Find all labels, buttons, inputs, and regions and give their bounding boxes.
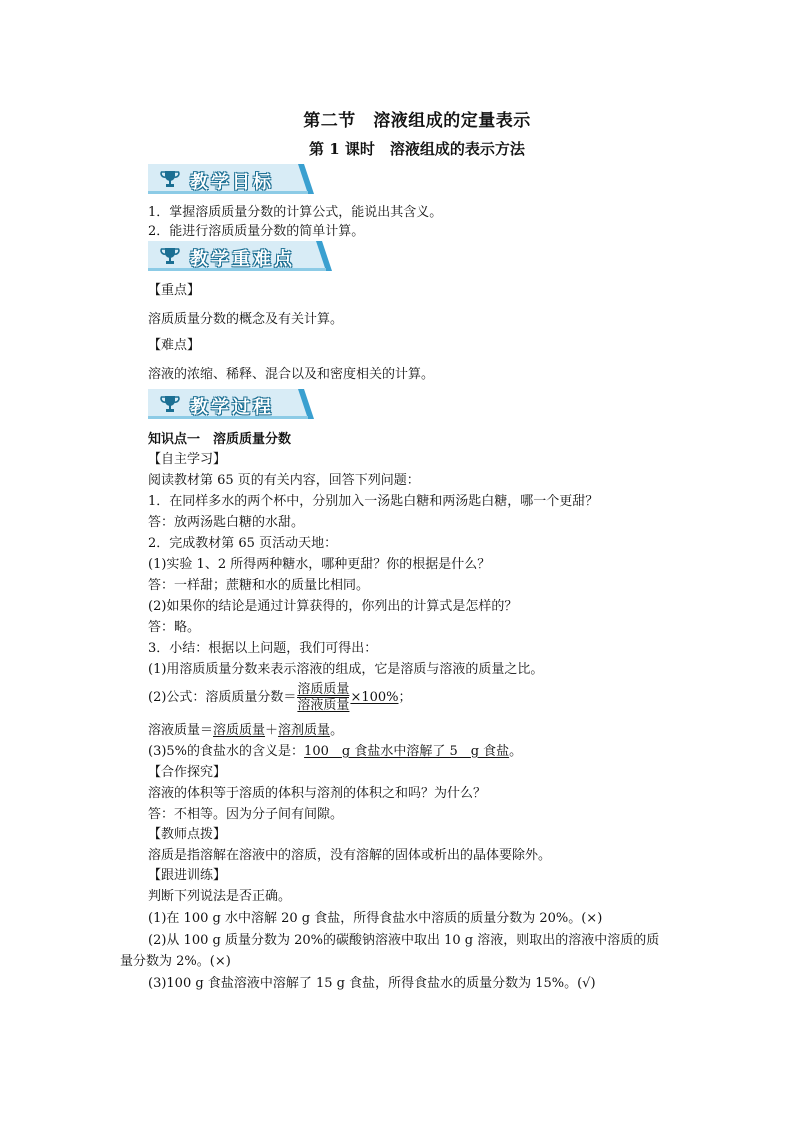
- question-3: 3．小结：根据以上问题，我们可得出：: [148, 641, 378, 656]
- cooperative-answer: 答：不相等。因为分子间有间隙。: [148, 807, 344, 822]
- answer-1: 答：放两汤匙白糖的水甜。: [148, 515, 305, 530]
- difficult-text: 溶液的浓缩、稀释、混合以及和密度相关的计算。: [148, 367, 435, 382]
- question-2-2: (2)如果你的结论是通过计算获得的，你列出的计算式是怎样的？: [148, 599, 518, 614]
- teacher-tip-heading: 【教师点拨】: [148, 827, 227, 842]
- trophy-icon: [160, 395, 180, 413]
- banner-teaching-process: [148, 389, 320, 419]
- summary-3-prefix: (3)5%的食盐水的含义是：: [148, 744, 305, 759]
- banner-label: 教学目标: [190, 172, 274, 193]
- solvent-mass-blank: 溶剂质量: [278, 723, 331, 738]
- practice-item-2-line-1: (2)从 100 g 质量分数为 20%的碳酸钠溶液中取出 10 g 溶液，则取出的溶液中溶质的质: [148, 933, 660, 948]
- summary-3: [148, 743, 522, 760]
- trophy-icon: [160, 247, 180, 265]
- trophy-icon: [160, 170, 180, 188]
- formula-suffix: ×100%: [350, 690, 399, 705]
- cooperative-heading: 【合作探究】: [148, 765, 227, 780]
- banner-key-difficult-points: [148, 241, 320, 271]
- formula-fraction: [297, 682, 349, 713]
- summary-1: (1)用溶质质量分数来表示溶液的组成，它是溶质与溶液的质量之比。: [148, 662, 544, 677]
- goal-item: 1．掌握溶质质量分数的计算公式，能说出其含义。: [148, 205, 443, 220]
- answer-2-1: 答：一样甜；蔗糖和水的质量比相同。: [148, 578, 370, 593]
- key-heading: 【重点】: [148, 283, 201, 298]
- summary-3-end: 。: [509, 744, 523, 759]
- reading-instruction: 阅读教材第 65 页的有关内容，回答下列问题：: [148, 473, 420, 488]
- goal-item: 2．能进行溶质质量分数的简单计算。: [148, 224, 365, 239]
- formula-denominator: 溶液质量: [297, 698, 350, 713]
- banner-teaching-goals: [148, 164, 320, 194]
- question-2: 2．完成教材第 65 页活动天地：: [148, 536, 338, 551]
- plus-sign: ＋: [265, 723, 279, 738]
- banner-label: 教学过程: [190, 397, 274, 418]
- section-title: 第二节 溶液组成的定量表示: [303, 111, 531, 131]
- question-2-1: (1)实验 1、2 所得两种糖水，哪种更甜？你的根据是什么？: [148, 557, 491, 572]
- solution-mass-prefix: 溶液质量＝: [148, 723, 214, 738]
- teacher-tip-text: 溶质是指溶解在溶液中的溶质，没有溶解的固体或析出的晶体要除外。: [148, 848, 552, 863]
- knowledge-point-heading: 知识点一 溶质质量分数: [148, 432, 292, 447]
- question-1: 1．在同样多水的两个杯中，分别加入一汤匙白糖和两汤匙白糖，哪一个更甜？: [148, 494, 599, 509]
- self-study-heading: 【自主学习】: [148, 452, 227, 467]
- practice-item-1: (1)在 100 g 水中溶解 20 g 食盐，所得食盐水中溶质的质量分数为 20%。(×): [148, 911, 603, 926]
- solution-mass-line: [148, 722, 343, 739]
- formula-numerator: 溶质质量: [297, 682, 350, 697]
- formula-prefix: (2)公式：溶质质量分数＝: [148, 690, 297, 705]
- solute-mass-blank: 溶质质量: [213, 723, 266, 738]
- cooperative-question: 溶液的体积等于溶质的体积与溶剂的体积之和吗？为什么？: [148, 786, 487, 801]
- solution-mass-end: 。: [330, 723, 344, 738]
- formula-end: ；: [398, 690, 412, 705]
- practice-item-2-line-2: 量分数为 2%。(×): [120, 954, 231, 969]
- practice-intro: 判断下列说法是否正确。: [148, 889, 292, 904]
- answer-2-2: 答：略。: [148, 620, 201, 635]
- practice-item-3: (3)100 g 食盐溶液中溶解了 15 g 食盐，所得食盐水的质量分数为 15%。(√): [148, 976, 596, 991]
- practice-heading: 【跟进训练】: [148, 868, 227, 883]
- summary-3-blank: 100 g 食盐水中溶解了 5 g 食盐: [304, 744, 510, 759]
- difficult-heading: 【难点】: [148, 338, 201, 353]
- key-text: 溶质质量分数的概念及有关计算。: [148, 312, 344, 327]
- lesson-subtitle: 第 1 课时 溶液组成的表示方法: [309, 140, 525, 158]
- banner-label: 教学重难点: [190, 249, 295, 270]
- formula-line: [148, 682, 412, 713]
